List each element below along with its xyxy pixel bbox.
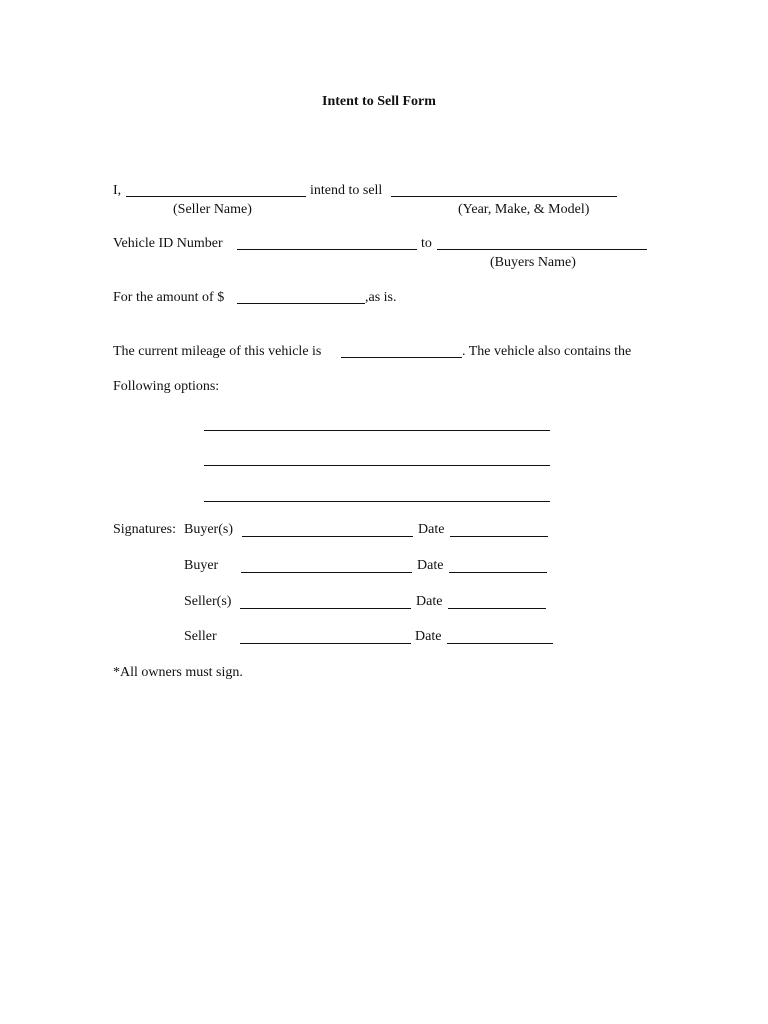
to-text: to xyxy=(421,236,432,251)
footnote: *All owners must sign. xyxy=(113,665,243,680)
date-label: Date xyxy=(415,629,442,644)
signature-role-label: Seller(s) xyxy=(184,594,232,609)
vehicle-id-field[interactable] xyxy=(237,249,417,250)
date-label: Date xyxy=(417,558,444,573)
signature-role-label: Buyer xyxy=(184,558,219,573)
option-line-3[interactable] xyxy=(204,501,550,502)
form-title: Intent to Sell Form xyxy=(322,94,436,109)
option-line-2[interactable] xyxy=(204,465,550,466)
seller-intro-text: I, xyxy=(113,183,122,198)
signature-line[interactable] xyxy=(240,608,411,609)
signatures-heading: Signatures: xyxy=(113,522,176,537)
vehicle-id-label: Vehicle ID Number xyxy=(113,236,223,251)
signature-line[interactable] xyxy=(241,572,412,573)
amount-field[interactable] xyxy=(237,303,365,304)
date-field[interactable] xyxy=(448,608,546,609)
mileage-field[interactable] xyxy=(341,357,462,358)
as-is-text: ,as is. xyxy=(365,290,397,305)
signature-role-label: Seller xyxy=(184,629,217,644)
buyer-name-caption: (Buyers Name) xyxy=(490,255,576,270)
seller-name-field[interactable] xyxy=(126,196,306,197)
date-field[interactable] xyxy=(447,643,553,644)
date-field[interactable] xyxy=(449,572,547,573)
date-label: Date xyxy=(416,594,443,609)
vehicle-description-caption: (Year, Make, & Model) xyxy=(458,202,590,217)
vehicle-description-field[interactable] xyxy=(391,196,617,197)
date-field[interactable] xyxy=(450,536,548,537)
seller-name-caption: (Seller Name) xyxy=(173,202,252,217)
mileage-label: The current mileage of this vehicle is xyxy=(113,344,322,359)
buyer-name-field[interactable] xyxy=(437,249,647,250)
option-line-1[interactable] xyxy=(204,430,550,431)
signature-line[interactable] xyxy=(240,643,411,644)
intend-to-sell-text: intend to sell xyxy=(310,183,383,198)
date-label: Date xyxy=(418,522,445,537)
signature-role-label: Buyer(s) xyxy=(184,522,233,537)
options-intro-text: . The vehicle also contains the xyxy=(462,344,632,359)
options-label: Following options: xyxy=(113,379,220,394)
signature-line[interactable] xyxy=(242,536,413,537)
amount-label: For the amount of $ xyxy=(113,290,225,305)
